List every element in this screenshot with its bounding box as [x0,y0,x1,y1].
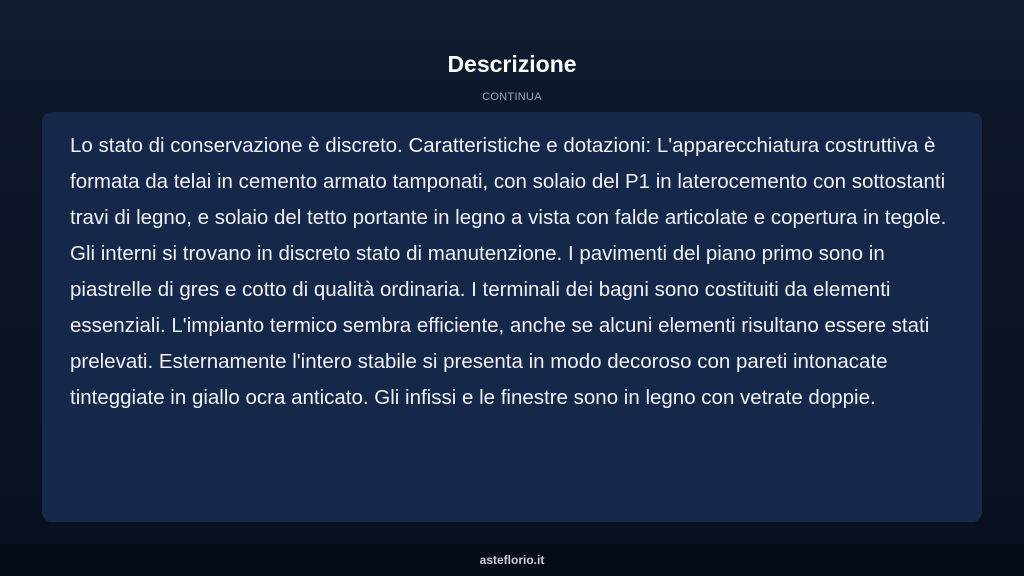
page-title: Descrizione [447,51,577,77]
page-subtitle: CONTINUA [482,91,542,103]
description-text: Lo stato di conservazione è discreto. Caratteristiche e dotazioni: L'apparecchiatura costruttiva è formata da telai in cemento armato tamponati, con solaio del P1 in laterocemento con sottostanti travi di legno, e solaio del tetto portante in legno a vista con falde articolate e copertura in tegole. Gli interni si trovano in discreto stato di manutenzione. I pavimenti del piano primo sono in piastrelle di gres e cotto di qualità ordinaria. I terminali dei bagni sono costituiti da elementi essenziali. L'impianto termico sembra efficiente, anche se alcuni elementi risultano essere stati prelevati. Esternamente l'intero stabile si presenta in modo decoroso con pareti intonacate tinteggiate in giallo ocra anticato. Gli infissi e le finestre sono in legno con vetrate doppie. [70,134,947,409]
footer-site-name: asteflorio.it [479,553,545,567]
description-card [42,112,982,522]
